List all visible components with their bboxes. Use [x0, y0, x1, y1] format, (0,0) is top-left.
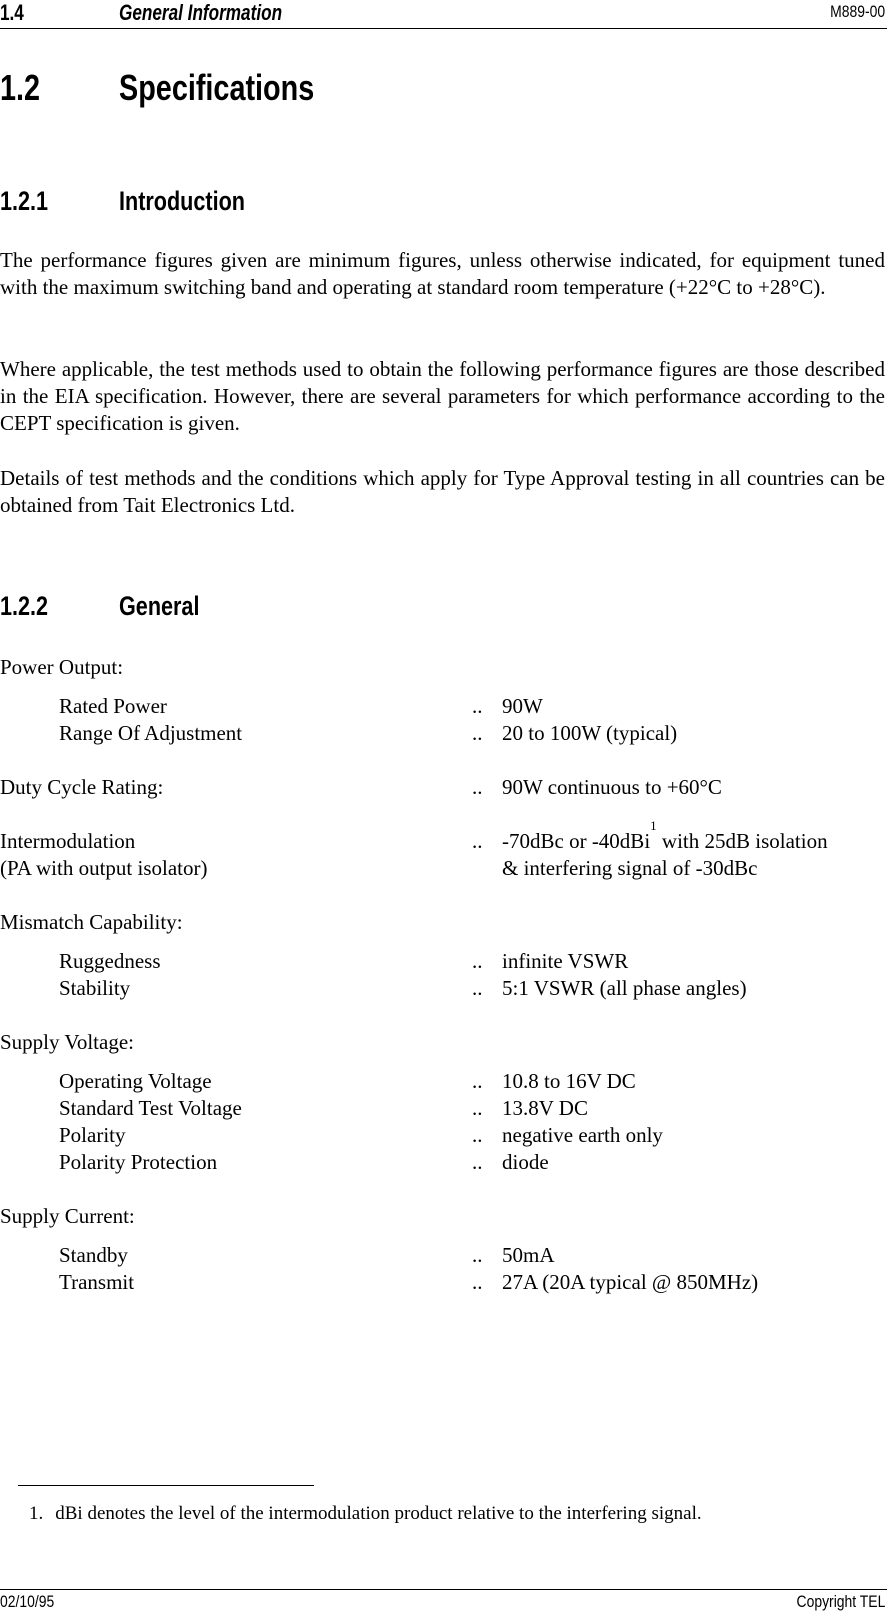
intro-paragraph: Details of test methods and the conditions which apply for Type Approval testing in all countries can be obtained from Tait Electronics Ltd. — [0, 466, 885, 517]
spec-value: 50mA — [502, 1243, 555, 1267]
power-output-heading: Power Output: — [0, 655, 124, 679]
spec-value: 27A (20A typical @ 850MHz) — [502, 1270, 759, 1294]
intermod-value-a: -70dBc or -40dBi — [502, 829, 651, 853]
footnote — [29, 1502, 702, 1526]
header-section-number: 1.4 — [0, 0, 24, 25]
general-title: General — [119, 591, 200, 621]
spec-separator: .. — [472, 1123, 483, 1147]
header-doc-code: M889-00 — [829, 2, 885, 21]
spec-value: 90W — [502, 694, 543, 718]
duty-cycle-value: 90W continuous to +60°C — [502, 775, 722, 799]
footnote-number: 1. — [29, 1503, 44, 1524]
spec-label: Standard Test Voltage — [59, 1096, 242, 1120]
spec-separator: .. — [472, 949, 483, 973]
footer-date: 02/10/95 — [0, 1592, 55, 1611]
spec-separator: .. — [472, 721, 483, 745]
spec-separator: .. — [472, 1243, 483, 1267]
spec-label: Polarity Protection — [59, 1150, 218, 1174]
spec-separator: .. — [472, 775, 483, 799]
intro-paragraph: Where applicable, the test methods used to obtain the following performance figures are those described in the EIA specification. However, there are several parameters for which performance according to the CEPT specification is given. — [0, 357, 885, 435]
duty-cycle-label: Duty Cycle Rating: — [0, 775, 164, 799]
intro-paragraph: The performance figures given are minimum figures, unless otherwise indicated, for equipment tuned with the maximum switching band and operating at standard room temperature (+22°C to +28°C). — [0, 248, 885, 299]
footnote-rule — [18, 1485, 314, 1486]
spec-value: infinite VSWR — [502, 949, 629, 973]
spec-label: Operating Voltage — [59, 1069, 212, 1093]
footnote-reference[interactable]: 1 — [650, 818, 657, 833]
spec-value: negative earth only — [502, 1123, 663, 1147]
spec-label: Range Of Adjustment — [59, 721, 243, 745]
intermod-value-continued: & interfering signal of -30dBc — [502, 856, 758, 880]
section-number: 1.2 — [0, 67, 41, 108]
spec-label: Standby — [59, 1243, 128, 1267]
footer-rule — [0, 1589, 887, 1590]
general-number: 1.2.2 — [0, 591, 49, 621]
spec-label: Transmit — [59, 1270, 135, 1294]
spec-value: 5:1 VSWR (all phase angles) — [502, 976, 747, 1000]
intro-title: Introduction — [119, 186, 245, 216]
header-rule — [0, 28, 887, 29]
spec-value: diode — [502, 1150, 549, 1174]
spec-label: Ruggedness — [59, 949, 161, 973]
spec-label: Polarity — [59, 1123, 126, 1147]
header-section-title: General Information — [119, 0, 283, 25]
footnote-text: dBi denotes the level of the intermodulation product relative to the interfering signal. — [55, 1503, 702, 1524]
spec-value: 13.8V DC — [502, 1096, 588, 1120]
footer-copyright: Copyright TEL — [796, 1592, 885, 1611]
spec-separator: .. — [472, 1069, 483, 1093]
intermod-value-b: with 25dB isolation — [656, 829, 828, 853]
spec-value: 10.8 to 16V DC — [502, 1069, 636, 1093]
section-title: Specifications — [119, 67, 315, 108]
intro-number: 1.2.1 — [0, 186, 49, 216]
spec-separator: .. — [472, 829, 483, 853]
intermod-sublabel: (PA with output isolator) — [0, 856, 208, 880]
spec-separator: .. — [472, 1270, 483, 1294]
spec-label: Stability — [59, 976, 131, 1000]
spec-separator: .. — [472, 1150, 483, 1174]
mismatch-heading: Mismatch Capability: — [0, 910, 183, 934]
spec-label: Rated Power — [59, 694, 167, 718]
spec-value: 20 to 100W (typical) — [502, 721, 678, 745]
spec-separator: .. — [472, 976, 483, 1000]
intermod-value — [502, 818, 828, 855]
spec-separator: .. — [472, 1096, 483, 1120]
intermod-label: Intermodulation — [0, 829, 136, 853]
supply-current-heading: Supply Current: — [0, 1204, 135, 1228]
supply-voltage-heading: Supply Voltage: — [0, 1030, 134, 1054]
spec-separator: .. — [472, 694, 483, 718]
